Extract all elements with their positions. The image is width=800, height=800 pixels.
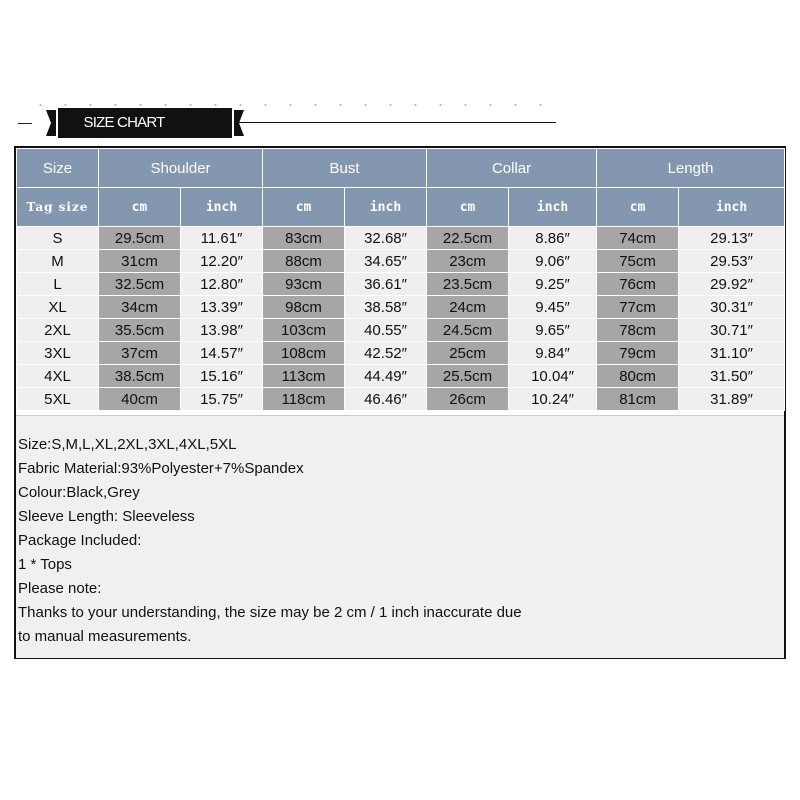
cm-cell: 93cm — [263, 273, 345, 296]
note-line: Colour:Black,Grey — [18, 484, 140, 501]
unit-header: cm — [99, 188, 181, 227]
inch-cell: 13.39″ — [181, 296, 263, 319]
inch-cell: 32.68″ — [345, 227, 427, 250]
unit-header: inch — [181, 188, 263, 227]
tag-size-header: Tag size — [17, 188, 99, 227]
inch-cell: 29.13″ — [679, 227, 785, 250]
size-cell: L — [17, 273, 99, 296]
size-cell: S — [17, 227, 99, 250]
inch-cell: 14.57″ — [181, 342, 263, 365]
size-cell: 4XL — [17, 365, 99, 388]
inch-cell: 29.92″ — [679, 273, 785, 296]
size-cell: XL — [17, 296, 99, 319]
note-line: Sleeve Length: Sleeveless — [18, 508, 195, 525]
inch-cell: 34.65″ — [345, 250, 427, 273]
cm-cell: 79cm — [597, 342, 679, 365]
cm-cell: 103cm — [263, 319, 345, 342]
inch-cell: 10.04″ — [509, 365, 597, 388]
size-chart-banner — [14, 100, 574, 140]
cm-cell: 75cm — [597, 250, 679, 273]
size-cell: 3XL — [17, 342, 99, 365]
table-row — [17, 342, 785, 365]
cm-cell: 78cm — [597, 319, 679, 342]
cm-cell: 38.5cm — [99, 365, 181, 388]
cm-cell: 35.5cm — [99, 319, 181, 342]
inch-cell: 44.49″ — [345, 365, 427, 388]
cm-cell: 37cm — [99, 342, 181, 365]
cm-cell: 25.5cm — [427, 365, 509, 388]
cm-cell: 108cm — [263, 342, 345, 365]
note-line: Package Included: — [18, 532, 142, 549]
cm-cell: 26cm — [427, 388, 509, 411]
inch-cell: 29.53″ — [679, 250, 785, 273]
cm-cell: 22.5cm — [427, 227, 509, 250]
table-row — [17, 227, 785, 250]
inch-cell: 9.65″ — [509, 319, 597, 342]
cm-cell: 76cm — [597, 273, 679, 296]
unit-header: cm — [597, 188, 679, 227]
inch-cell: 46.46″ — [345, 388, 427, 411]
group-header-size: Size — [17, 149, 99, 188]
group-header-shoulder: Shoulder — [99, 149, 263, 188]
note-line: Thanks to your understanding, the size may be 2 cm / 1 inch inaccurate due — [18, 604, 522, 621]
unit-header: cm — [427, 188, 509, 227]
inch-cell: 42.52″ — [345, 342, 427, 365]
cm-cell: 74cm — [597, 227, 679, 250]
inch-cell: 36.61″ — [345, 273, 427, 296]
note-line: Size:S,M,L,XL,2XL,3XL,4XL,5XL — [18, 436, 237, 453]
size-chart-panel — [14, 146, 786, 659]
size-cell: 2XL — [17, 319, 99, 342]
table-row — [17, 388, 785, 411]
table-row — [17, 250, 785, 273]
cm-cell: 25cm — [427, 342, 509, 365]
cm-cell: 31cm — [99, 250, 181, 273]
cm-cell: 83cm — [263, 227, 345, 250]
inch-cell: 40.55″ — [345, 319, 427, 342]
cm-cell: 88cm — [263, 250, 345, 273]
inch-cell: 9.84″ — [509, 342, 597, 365]
size-cell: 5XL — [17, 388, 99, 411]
unit-header: inch — [679, 188, 785, 227]
cm-cell: 29.5cm — [99, 227, 181, 250]
cm-cell: 77cm — [597, 296, 679, 319]
inch-cell: 31.89″ — [679, 388, 785, 411]
cm-cell: 40cm — [99, 388, 181, 411]
group-header-row — [17, 149, 785, 188]
group-header-bust: Bust — [263, 149, 427, 188]
inch-cell: 11.61″ — [181, 227, 263, 250]
inch-cell: 8.86″ — [509, 227, 597, 250]
note-line: 1 * Tops — [18, 556, 72, 573]
table-row — [17, 319, 785, 342]
note-line: Please note: — [18, 580, 102, 597]
note-line: Fabric Material:93%Polyester+7%Spandex — [18, 460, 304, 477]
dotted-guide — [28, 104, 548, 106]
inch-cell: 15.16″ — [181, 365, 263, 388]
inch-cell: 31.50″ — [679, 365, 785, 388]
cm-cell: 80cm — [597, 365, 679, 388]
cm-cell: 118cm — [263, 388, 345, 411]
inch-cell: 12.80″ — [181, 273, 263, 296]
cm-cell: 23cm — [427, 250, 509, 273]
banner-left-dash — [18, 123, 32, 124]
banner-rule — [236, 122, 556, 123]
group-header-length: Length — [597, 149, 785, 188]
inch-cell: 10.24″ — [509, 388, 597, 411]
group-header-collar: Collar — [427, 149, 597, 188]
cm-cell: 98cm — [263, 296, 345, 319]
size-cell: M — [17, 250, 99, 273]
cm-cell: 81cm — [597, 388, 679, 411]
table-row — [17, 273, 785, 296]
inch-cell: 9.25″ — [509, 273, 597, 296]
size-table — [16, 148, 785, 411]
cm-cell: 32.5cm — [99, 273, 181, 296]
table-row — [17, 365, 785, 388]
table-row — [17, 296, 785, 319]
inch-cell: 31.10″ — [679, 342, 785, 365]
inch-cell: 15.75″ — [181, 388, 263, 411]
unit-header: inch — [345, 188, 427, 227]
product-notes — [16, 415, 784, 658]
unit-header-row — [17, 188, 785, 227]
unit-header: cm — [263, 188, 345, 227]
note-line: to manual measurements. — [18, 628, 192, 645]
inch-cell: 38.58″ — [345, 296, 427, 319]
unit-header: inch — [509, 188, 597, 227]
cm-cell: 113cm — [263, 365, 345, 388]
inch-cell: 30.31″ — [679, 296, 785, 319]
banner-title: SIZE CHART — [83, 114, 165, 131]
cm-cell: 23.5cm — [427, 273, 509, 296]
cm-cell: 24.5cm — [427, 319, 509, 342]
inch-cell: 13.98″ — [181, 319, 263, 342]
inch-cell: 9.45″ — [509, 296, 597, 319]
inch-cell: 9.06″ — [509, 250, 597, 273]
inch-cell: 30.71″ — [679, 319, 785, 342]
cm-cell: 34cm — [99, 296, 181, 319]
inch-cell: 12.20″ — [181, 250, 263, 273]
cm-cell: 24cm — [427, 296, 509, 319]
